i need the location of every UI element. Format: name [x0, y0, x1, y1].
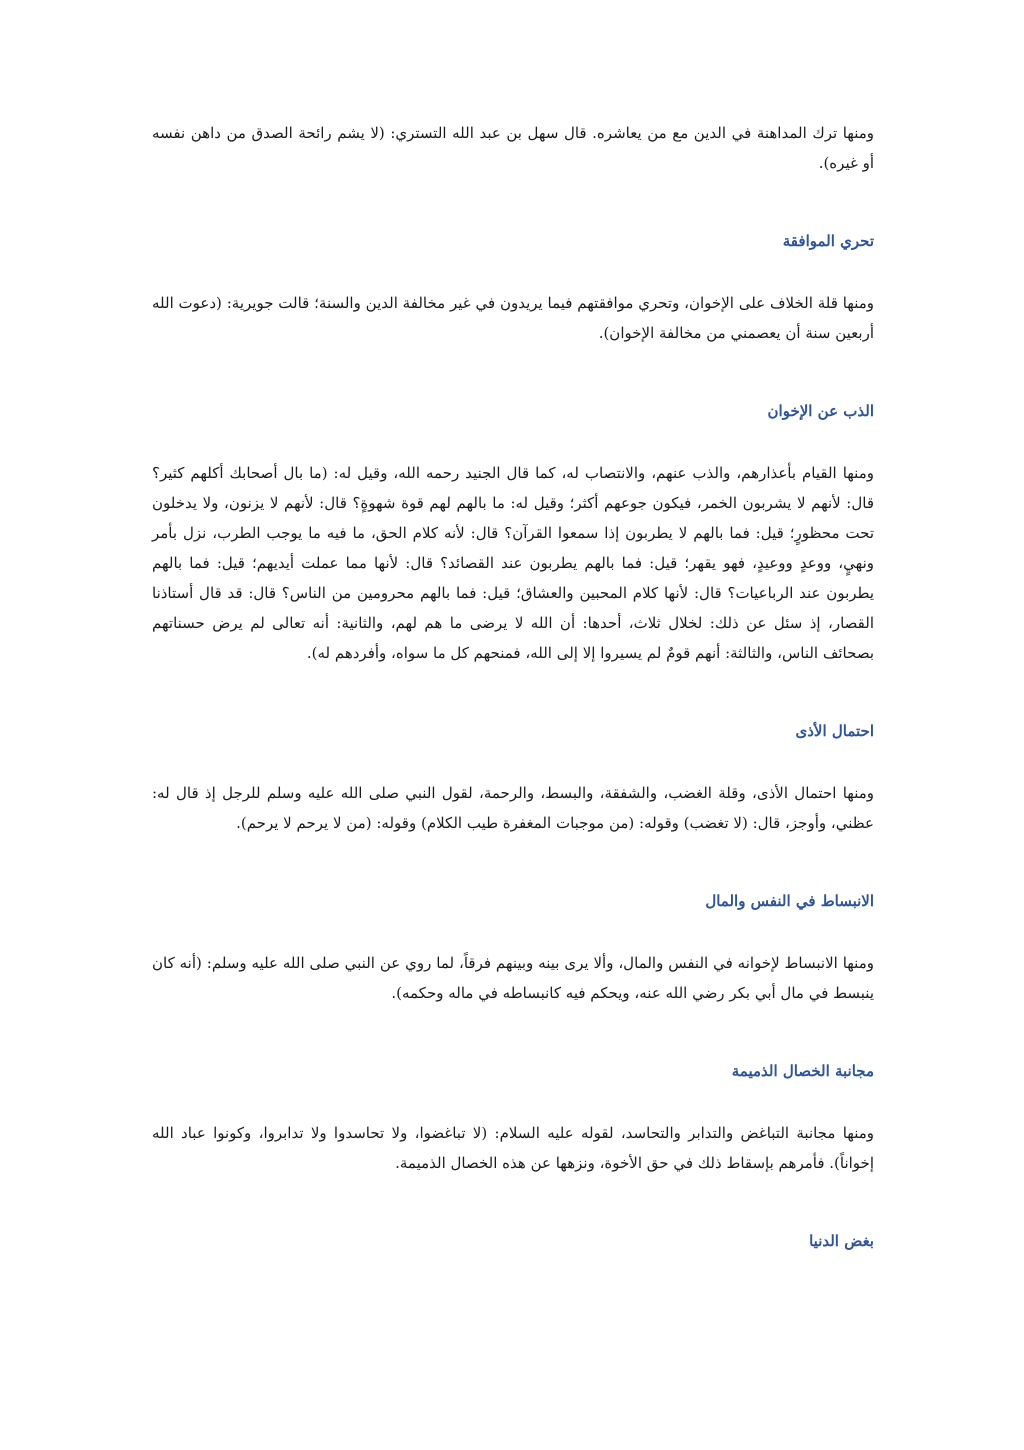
paragraph-flattery: ومنها ترك المداهنة في الدين مع من يعاشره. قال سهل بن عبد الله التستري: (لا يشم رائحة الصدق من داهن نفسه أو غيره). — [152, 124, 874, 172]
heading-defending-brothers: الذب عن الإخوان — [767, 402, 874, 420]
heading-hating-world: بغض الدنيا — [809, 1232, 874, 1250]
heading-agreement: تحري الموافقة — [782, 232, 874, 250]
paragraph-agreement: ومنها قلة الخلاف على الإخوان، وتحري موافقتهم فيما يريدون في غير مخالفة الدين والسنة؛ قالت جويرية: (دعوت الله أربعين سنة أن يعصمني من مخالفة الإخوان). — [152, 294, 874, 342]
paragraph-defending-brothers: ومنها القيام بأعذارهم، والذب عنهم، والانتصاب له، كما قال الجنيد رحمه الله، وقيل له: (ما بال أصحابك أكلهم كثير؟ قال: لأنهم لا يشربون الخمر، فيكون جوعهم أكثر؛ وقيل له: ما بالهم لهم قوة شهوةٍ؟ قال: لأنهم لا يزنون، ولا يدخلون تحت محظورٍ؛ قيل: فما بالهم لا يطربون إذا سمعوا القرآن؟ قال: لأنه كلام الحق، ما فيه ما يوجب الطرب، نزل بأمر ونهيٍ، ووعدٍ ووعيدٍ، فهو يقهر؛ قيل: فما بالهم يطربون عند القصائد؟ قال: لأنها مما عملت أيديهم؛ قيل: فما بالهم يطربون عند الرباعيات؟ قال: لأنها كلام المحبين والعشاق؛ قيل: فما بالهم محرومين من الناس؟ قال: قد قال أستاذنا القصار، إذ سئل عن ذلك: لخلال ثلاث، أحدها: أن الله لا يرضى ما هم لهم، والثانية: أنه تعالى لم يرض حسناتهم بصحائف الناس، والثالثة: أنهم قومٌ لم يسيروا إلا إلى الله، فمنحهم كل ما سواه، وأفردهم له). — [152, 464, 874, 662]
heading-openness: الانبساط في النفس والمال — [705, 892, 874, 910]
heading-avoiding-vices: مجانبة الخصال الذميمة — [731, 1062, 874, 1080]
heading-bearing-harm: احتمال الأذى — [795, 722, 874, 740]
document-page — [152, 118, 874, 1288]
paragraph-openness: ومنها الانبساط لإخوانه في النفس والمال، وألا يرى بينه وبينهم فرقاً، لما روي عن النبي صلى الله عليه وسلم: (أنه كان ينبسط في مال أبي بكر رضي الله عنه، ويحكم فيه كانبساطه في ماله وحكمه). — [152, 954, 874, 1002]
paragraph-bearing-harm: ومنها احتمال الأذى، وقلة الغضب، والشفقة، والبسط، والرحمة، لقول النبي صلى الله عليه وسلم للرجل إذ قال له: عظني، وأوجز، قال: (لا تغضب) وقوله: (من موجبات المغفرة طيب الكلام) وقوله: (من لا يرحم لا يرحم). — [152, 784, 874, 832]
paragraph-avoiding-vices: ومنها مجانبة التباغض والتدابر والتحاسد، لقوله عليه السلام: (لا تباغضوا، ولا تحاسدوا ولا تدابروا، وكونوا عباد الله إخواناً). فأمرهم بإسقاط ذلك في حق الأخوة، ونزهها عن هذه الخصال الذميمة. — [152, 1124, 874, 1172]
